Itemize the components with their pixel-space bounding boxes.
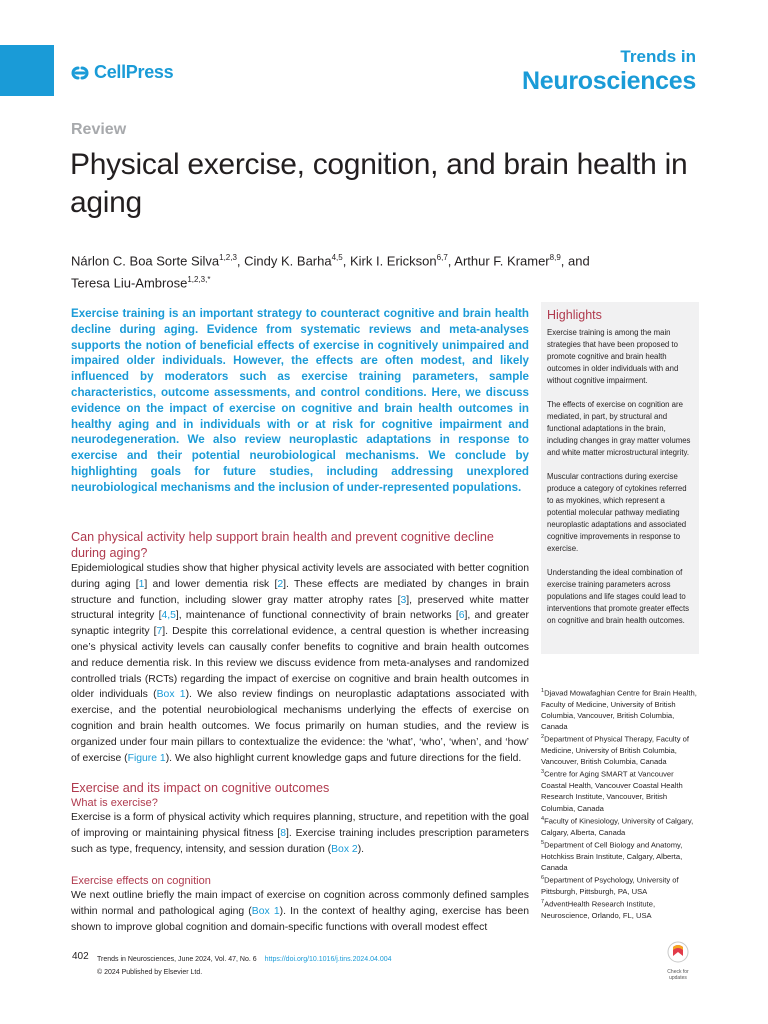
journal-citation: Trends in Neurosciences, June 2024, Vol. 47, No. 6 — [97, 956, 257, 963]
cellpress-link-icon — [70, 65, 90, 81]
footer-citation — [97, 953, 392, 979]
check-for-updates-icon — [667, 941, 689, 965]
paragraph-text: ]. Exercise training includes prescription parameters such as type, frequency, intensity, and session duration ( — [71, 827, 529, 855]
affiliation-item — [541, 897, 701, 921]
check-label-line1: Check for — [667, 969, 689, 975]
affiliation-number: 1 — [541, 688, 545, 694]
paragraph-text: ). — [357, 843, 365, 855]
copyright: © 2024 Published by Elsevier Ltd. — [97, 969, 203, 976]
citation-link[interactable]: 7 — [156, 626, 163, 638]
citation-link[interactable]: 3 — [400, 594, 407, 606]
paragraph-text: Epidemiological studies show that higher physical activity levels are associated with better cognition during aging [ — [71, 563, 530, 590]
author-name[interactable]: Nárlon C. Boa Sorte Silva — [71, 253, 220, 269]
citation-link[interactable]: 2 — [277, 578, 284, 590]
paragraph-text: ] and lower dementia risk [ — [144, 578, 278, 590]
citation-link[interactable]: Box 1 — [156, 689, 186, 701]
publisher-name: CellPress — [94, 62, 174, 82]
affiliation-number: 2 — [541, 734, 545, 741]
citation-link[interactable]: 4,5 — [161, 610, 176, 622]
what-is-exercise-paragraph — [71, 810, 529, 857]
citation-link[interactable]: Figure 1 — [127, 752, 166, 764]
page-number: 402 — [72, 951, 89, 962]
author-separator: , — [447, 253, 455, 269]
paragraph-text: ). We also review findings on neuroplastic adaptations associated with exercise, and the potential neurobiological mechanisms underlying the effects of exercise on cognition and brain health outcomes. We focus primarily on human studies, and the review is organized under four main pillars to contextualize the evidence: the ‘what’, ‘who’, ‘when’, and ‘how’ of exercise ( — [71, 689, 529, 764]
affiliation-item — [541, 814, 701, 838]
paragraph-text: ]. Despite this correlational evidence, a central question is whether increasing one’s physical activity levels can causally confer benefits to cognitive and brain health outcomes and reduce dementia risk. In this review we discuss evidence from meta-analyses and randomized controlled trials (RCTs) regarding the impact of exercise on cognitive and brain health outcomes in older individuals ( — [71, 626, 529, 701]
author-name[interactable]: Arthur F. Kramer — [454, 253, 550, 269]
author-affiliation-marker: 8,9 — [549, 253, 561, 262]
cellpress-logo[interactable] — [70, 62, 173, 83]
affiliation-number: 7 — [541, 898, 545, 905]
author-affiliation-marker: 4,5 — [331, 253, 343, 262]
paragraph-text: ], and greater synaptic integrity [ — [71, 610, 529, 638]
paragraph-text: We next outline briefly the main impact of exercise on cognition across commonly defined samples within normal and pathological aging ( — [71, 890, 529, 917]
citation-link[interactable]: Box 1 — [251, 905, 280, 917]
author-separator: , — [236, 253, 245, 269]
citation-link[interactable]: 1 — [138, 578, 145, 590]
affiliation-item — [541, 873, 701, 897]
affiliation-number: 4 — [541, 815, 545, 822]
check-for-updates-button[interactable] — [662, 941, 694, 985]
highlight-item: The effects of exercise on cognition are mediated, in part, by structural and functional adaptations in the brain, including changes in gray matter volumes and white matter microstructural integrity. — [547, 400, 691, 457]
paragraph-text: ). We also highlight current knowledge gaps and future directions for the field. — [165, 752, 522, 764]
author-affiliation-marker: 6,7 — [436, 253, 448, 262]
journal-title-line1: Trends in — [620, 47, 696, 66]
citation-link[interactable]: Box 2 — [331, 843, 358, 855]
exercise-effects-paragraph — [71, 888, 529, 935]
article-title: Physical exercise, cognition, and brain health in aging — [70, 148, 688, 219]
citation-link[interactable]: 8 — [280, 827, 287, 839]
author-separator: , and — [560, 253, 590, 269]
author-list — [71, 248, 691, 293]
affiliation-text: Department of Physical Therapy, Faculty of Medicine, University of British Columbia, Vancouver, British Columbia, Canada — [541, 734, 689, 767]
paragraph-text: Exercise is a form of physical activity which requires planning, structure, and repetition with the goal of improving or maintaining physical fitness [ — [71, 812, 529, 839]
affiliation-text: Faculty of Kinesiology, University of Calgary, Calgary, Alberta, Canada — [541, 816, 694, 837]
author-name[interactable]: Cindy K. Barha — [244, 253, 332, 269]
affiliation-text: Department of Psychology, University of Pittsburgh, Pittsburgh, PA, USA — [541, 875, 679, 896]
affiliation-text: Centre for Aging SMART at Vancouver Coastal Health, Vancouver Coastal Health Research Institute, Vancouver, British Columbia, Canada — [541, 770, 683, 813]
journal-title-line2: Neurosciences — [522, 67, 696, 95]
journal-title[interactable] — [522, 48, 696, 94]
paragraph-text: ], maintenance of functional connectivity of brain networks [ — [175, 610, 459, 622]
highlight-item: Understanding the ideal combination of exercise training parameters across populations and life stages could lead to interventions that promote greater effects on cognitive and brain health outcomes. — [547, 568, 690, 625]
affiliation-item — [541, 686, 701, 732]
author-separator: , — [342, 253, 350, 269]
affiliations-list — [541, 686, 701, 921]
journal-color-tab — [0, 45, 54, 96]
affiliation-item — [541, 732, 701, 767]
section-heading-exercise: Exercise and its impact on cognitive outcomes — [71, 781, 330, 795]
citation-link[interactable]: 6 — [458, 610, 465, 622]
highlights-title: Highlights — [547, 308, 602, 322]
affiliation-number: 6 — [541, 874, 545, 881]
article-type: Review — [71, 121, 127, 138]
subheading-exercise-effects: Exercise effects on cognition — [71, 875, 211, 887]
author-affiliation-marker: 1,2,3,* — [187, 275, 211, 285]
author-name[interactable]: Kirk I. Erickson — [349, 253, 437, 269]
affiliation-item — [541, 838, 701, 873]
author-affiliation-marker: 1,2,3 — [219, 253, 237, 262]
affiliation-number: 3 — [541, 769, 545, 776]
affiliation-text: AdventHealth Research Institute, Neuroscience, Orlando, FL, USA — [541, 899, 656, 920]
subheading-what-is-exercise: What is exercise? — [71, 797, 158, 809]
abstract: Exercise training is an important strategy to counteract cognitive and brain health decline during aging. Evidence from systematic reviews and meta-analyses supports the notion of beneficial effects of exercise in cognitively unimpaired and impaired older individuals. However, the effects are often modest, and likely influenced by moderators such as exercise training parameters, sample characteristics, outcome assessments, and control conditions. Here, we discuss evidence on the impact of exercise on cognitive and brain health outcomes in healthy aging and in individuals with or at risk for cognitive impairment and neurodegeneration. We also review neuroplastic adaptations in response to exercise and their potential neurobiological mechanisms. We conclude by highlighting goals for future studies, including addressing unexplored neurobiological mechanisms and the inclusion of under-represented populations. — [71, 307, 529, 494]
author-name[interactable]: Teresa Liu-Ambrose — [71, 275, 188, 291]
doi-link[interactable]: https://doi.org/10.1016/j.tins.2024.04.004 — [264, 956, 392, 963]
check-label-line2: updates — [669, 974, 687, 981]
highlight-item: Exercise training is among the main strategies that have been proposed to promote cognitive and brain health outcomes in older individuals with and without cognitive impairment. — [547, 328, 679, 385]
affiliation-item — [541, 767, 701, 813]
highlight-item: Muscular contractions during exercise produce a category of cytokines referred to as myokines, which represent a potential molecular pathway mediating neuroplastic adaptations and associated cognitive improvements in response to exercise. — [547, 472, 687, 553]
affiliation-text: Department of Cell Biology and Anatomy, Hotchkiss Brain Institute, Calgary, Alberta, Canada — [541, 840, 683, 872]
highlights-box — [541, 302, 699, 654]
intro-paragraph — [71, 561, 529, 766]
affiliation-text: Djavad Mowafaghian Centre for Brain Health, Faculty of Medicine, University of British Columbia, Vancouver, British Columbia, Canada — [541, 688, 697, 732]
affiliation-number: 5 — [541, 839, 545, 846]
section-heading-intro: Can physical activity help support brain health and prevent cognitive decline during aging? — [71, 530, 494, 560]
paragraph-text: ]. These effects are mediated by changes in brain structure and function, including slower gray matter atrophy rates [ — [71, 578, 530, 606]
paragraph-text: ). In the context of healthy aging, exercise has been shown to improve global cognition and domain-specific functions with overall modest effect — [71, 905, 529, 933]
paragraph-text: ], preserved white matter structural integrity [ — [71, 594, 529, 622]
